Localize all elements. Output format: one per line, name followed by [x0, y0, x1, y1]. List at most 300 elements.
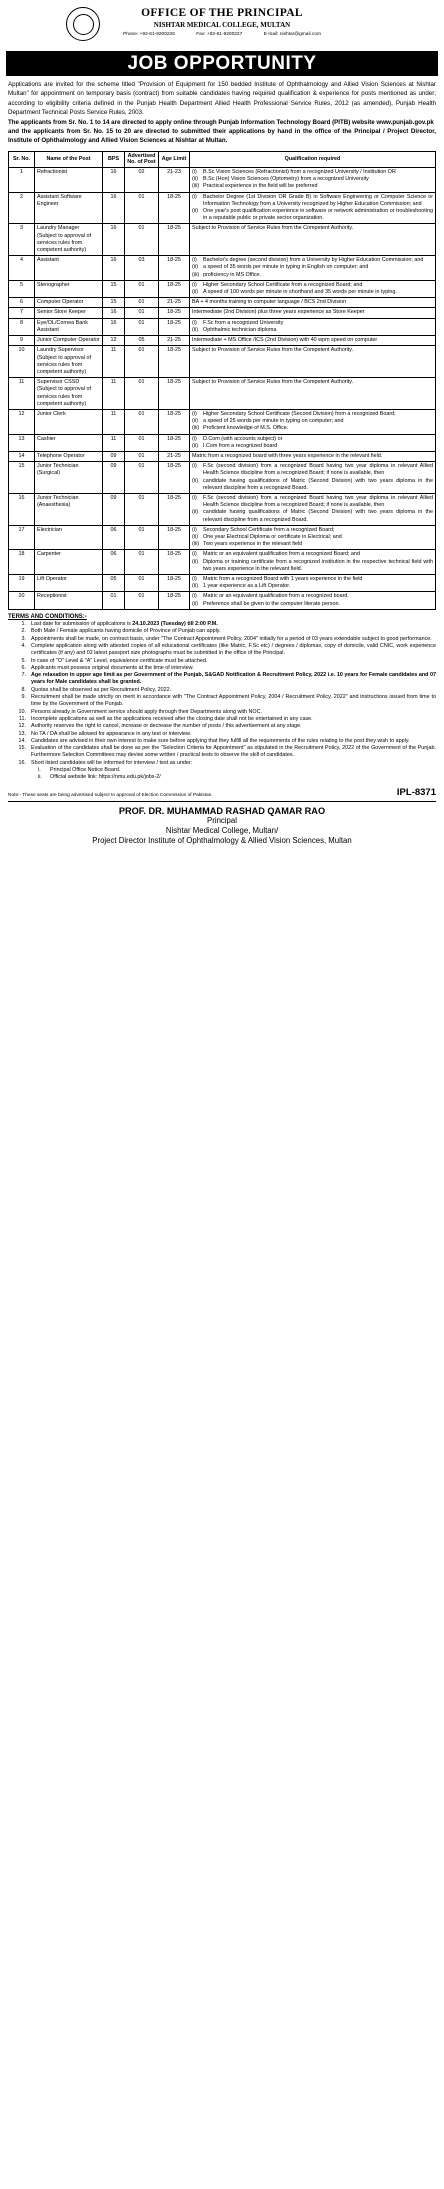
sr-cell: 7 — [9, 308, 35, 318]
divider — [8, 801, 436, 802]
post-count-cell: 01 — [125, 434, 159, 451]
college-logo-icon — [66, 7, 100, 41]
header-sr: Sr. No. — [9, 151, 35, 167]
term-text-bold: Age relaxation in upper age limit as per Government of the Punjab, S&GAD Notification & Recruitment Policy, 2022 i.e. 10 years for Female candidates and 07 years for Male candidates shall be granted. — [31, 672, 436, 686]
qualification-cell — [190, 434, 436, 451]
term-text — [31, 738, 436, 745]
qualification-item-number: (i) — [192, 319, 197, 326]
bps-cell: 05 — [103, 574, 125, 591]
post-name-cell: Junior Technician (Surgical) — [35, 462, 103, 494]
post-count-cell: 01 — [125, 298, 159, 308]
term-text-part: Short listed candidates will be informed for interview / test as under: — [31, 759, 193, 766]
age-limit-cell: 18-25 — [159, 462, 190, 494]
qualification-item-number: (i) — [192, 193, 197, 200]
terms-section — [8, 614, 436, 782]
qualification-item-text: Higher Secondary School Certificate (Second Division) from a recognized Board; — [203, 410, 396, 417]
qualification-item-text: Bachelor Degree (1st Division OR Grade B) in Software Engineering or Computer Science or Information Technology from a University recognized by Higher Education Commission; and — [203, 193, 433, 207]
age-limit-cell: 21-25 — [159, 451, 190, 461]
terms-list — [8, 621, 436, 767]
bps-cell: 16 — [103, 308, 125, 318]
qualification-item-number: (ii) — [192, 289, 198, 296]
age-limit-cell: 18-25 — [159, 525, 190, 550]
age-limit-cell: 18-25 — [159, 574, 190, 591]
term-text-part: Persons already in Government service should apply through their Departments along with NOC. — [31, 708, 263, 715]
notice-channels — [8, 767, 436, 782]
post-count-cell: 01 — [125, 346, 159, 378]
term-text — [31, 694, 436, 709]
term-item — [8, 760, 436, 767]
term-number: 14. — [18, 737, 26, 744]
qualification-item-text: Ophthalmic technician diploma — [203, 326, 277, 333]
posts-table — [8, 151, 436, 610]
post-name-cell: Supervisor CSSD (Subject to approval of services rules from competent authority) — [35, 378, 103, 410]
table-row — [9, 451, 436, 461]
age-limit-cell: 18-25 — [159, 346, 190, 378]
bps-cell: 16 — [103, 224, 125, 256]
qualification-item-number: (iii) — [192, 425, 200, 432]
term-item — [8, 716, 436, 723]
qualification-text: Subject to Provision of Service Rules from the Competent Authority. — [192, 225, 354, 232]
post-count-cell: 01 — [125, 308, 159, 318]
qualification-item-number: (iii) — [192, 541, 200, 548]
term-text — [31, 709, 436, 716]
qualification-text: Intermediate (2nd Division) plus three years experience as Store Keeper — [192, 309, 365, 316]
term-text — [31, 716, 436, 723]
qualification-item — [192, 327, 433, 334]
qualification-item-text: proficiency in MS Office. — [203, 271, 262, 278]
table-row — [9, 409, 436, 434]
term-text — [31, 687, 436, 694]
intro-text — [8, 80, 436, 146]
qualification-cell — [190, 336, 436, 346]
sr-cell: 1 — [9, 168, 35, 193]
qualification-item — [192, 463, 433, 477]
by-hand-apply-instruction: and the applicants from Sr. No. 15 to 20 are directed to submitted their applications by hand in the office of the Principal / Project Director, Institute of Ophthalmology and Allied Vision Sciences at Nishtar at Multan. — [8, 128, 436, 145]
term-number: 6. — [21, 664, 26, 671]
qualification-item — [192, 183, 433, 190]
qualification-item — [192, 551, 433, 558]
age-limit-cell: 18-25 — [159, 192, 190, 224]
notice-channel-number: ii. — [38, 774, 42, 781]
qualification-item-text: Preference shall be given to the computer literate person. — [203, 600, 340, 607]
qualification-item-text: Diploma or training certificate from a recognized institution in the respective technical field with two years experience in the relevant field. — [203, 558, 433, 572]
term-item — [8, 621, 436, 628]
term-number: 11. — [18, 715, 26, 722]
age-limit-cell: 18-25 — [159, 308, 190, 318]
header-advertised: Advertised No. of Post — [125, 151, 159, 167]
qualification-item — [192, 264, 433, 271]
bps-cell: 11 — [103, 434, 125, 451]
term-item — [8, 643, 436, 658]
notice-channel-number: i. — [38, 767, 41, 774]
bps-cell: 06 — [103, 550, 125, 575]
letterhead — [8, 7, 436, 51]
sr-cell: 20 — [9, 592, 35, 609]
qualification-item-text: One year's post qualification experience in software or network administration or troubleshooting in a reputable public or private sector organization. — [203, 208, 433, 222]
post-count-cell: 01 — [125, 592, 159, 609]
qualification-text: BA + 4 months training in computer language / BCS 2nd Division — [192, 299, 347, 306]
qualification-item-text: candidate having qualifications of Matric (Second Division) with two years diploma in the relevant discipline from a recognized Board. — [203, 509, 433, 523]
bps-cell: 01 — [103, 592, 125, 609]
qualification-cell — [190, 451, 436, 461]
term-number: 12. — [18, 723, 26, 730]
post-count-cell: 01 — [125, 462, 159, 494]
term-text — [31, 731, 436, 738]
qualification-item-text: B.Sc Vision Sciences (Refractionist) from a recognized University / Institution OR — [203, 169, 396, 176]
term-number: 3. — [21, 635, 26, 642]
qualification-item-number: (ii) — [192, 558, 198, 565]
qualification-item-text: Proficient knowledge of M.S. Office. — [203, 425, 289, 432]
sr-cell: 15 — [9, 462, 35, 494]
post-count-cell: 01 — [125, 409, 159, 434]
online-apply-instruction: The applicants from Sr. No. 1 to 14 are directed to apply online through Punjab Information Technology Board (PITB) website www.punjab.gov.pk — [8, 118, 434, 126]
qualification-item-text: a speed of 35 words per minute in typing in English on computer; and — [203, 264, 369, 271]
bps-cell: 16 — [103, 168, 125, 193]
qualification-item-number: (i) — [192, 410, 197, 417]
term-text-part: Candidates are advised in their own interest to make sure before applying that they fulfill all the requirements of the rules relating to the post they wish to apply. — [31, 737, 410, 744]
table-header-row — [9, 151, 436, 167]
qualification-cell — [190, 308, 436, 318]
qualification-item-number: (ii) — [192, 442, 198, 449]
term-number: 8. — [21, 686, 26, 693]
qualification-item-text: One year Electrical Diploma or certificate in Electrical; and — [203, 533, 342, 540]
sr-cell: 14 — [9, 451, 35, 461]
bps-cell: 06 — [103, 525, 125, 550]
table-row — [9, 168, 436, 193]
term-text-part: Appointments shall be made, on contract basis, under "The Contract Appointment Policy, 2004" initially for a period of 03 years extendable subject to good performance. — [31, 635, 432, 642]
term-text-part: Complete application along with attested copies of all educational certificates (like Matric, F.Sc etc) / degrees / diplomas, copy of domicile, valid CNIC, work experience certificates (if any) and 02 latest passport size photographs must be submitted in the office of the Principal. — [31, 642, 436, 657]
term-number: 10. — [18, 708, 26, 715]
qualification-item-number: (i) — [192, 435, 197, 442]
sr-cell: 9 — [9, 336, 35, 346]
age-limit-cell: 21-25 — [159, 336, 190, 346]
term-item — [8, 694, 436, 709]
qualification-item-text: I.Com from a recognized board — [203, 442, 278, 449]
election-note: Note:- These seats are being advertised subject to approval of Election Commission of Pakistan. — [8, 792, 213, 798]
age-limit-cell: 18-25 — [159, 378, 190, 410]
qualification-item-text: D.Com (with accounts subject) or — [203, 435, 283, 442]
term-text — [31, 628, 436, 635]
sr-cell: 4 — [9, 256, 35, 281]
office-title: OFFICE OF THE PRINCIPAL — [141, 7, 303, 19]
post-name-cell: Stenographer — [35, 280, 103, 297]
term-item — [8, 723, 436, 730]
bps-cell: 09 — [103, 462, 125, 494]
bps-cell: 09 — [103, 493, 125, 525]
qualification-item — [192, 443, 433, 450]
sr-cell: 17 — [9, 525, 35, 550]
table-row — [9, 308, 436, 318]
qualification-item-number: (i) — [192, 593, 197, 600]
term-text — [31, 723, 436, 730]
phone-number: Phone: +92-61-9200226 — [123, 32, 175, 37]
post-name-cell: Junior Computer Operator — [35, 336, 103, 346]
term-text — [31, 636, 436, 643]
signatory-title: Principal — [207, 815, 237, 825]
post-name-cell: Carpenter — [35, 550, 103, 575]
age-limit-cell: 18-25 — [159, 493, 190, 525]
qualification-item — [192, 282, 433, 289]
qualification-item — [192, 194, 433, 208]
notice-channel-text: Official website link: https://nmu.edu.pk/jobs-2/ — [50, 774, 161, 781]
term-text — [31, 658, 436, 665]
post-name-cell: Laundry Supervisor (Subject to approval of services rules from competent authority) — [35, 346, 103, 378]
sr-cell: 12 — [9, 409, 35, 434]
qualification-item — [192, 534, 433, 541]
table-row — [9, 298, 436, 308]
qualification-item — [192, 559, 433, 573]
qualification-item — [192, 478, 433, 492]
qualification-item-number: (ii) — [192, 600, 198, 607]
table-row — [9, 574, 436, 591]
qualification-item — [192, 583, 433, 590]
age-limit-cell: 18-25 — [159, 434, 190, 451]
post-name-cell: Computer Operator — [35, 298, 103, 308]
table-row — [9, 280, 436, 297]
bps-cell: 15 — [103, 298, 125, 308]
sr-cell: 2 — [9, 192, 35, 224]
qualification-item-number: (ii) — [192, 326, 198, 333]
qualification-item-number: (ii) — [192, 176, 198, 183]
qualification-item-number: (ii) — [192, 477, 198, 484]
notice-channel-item — [8, 774, 436, 781]
post-count-cell: 01 — [125, 574, 159, 591]
qualification-item-text: F.Sc (second division) from a recognized Board having two year diploma in relevant Allied Health Science discipline from a recognized Board; if none is available, then — [203, 494, 433, 509]
qualification-item — [192, 169, 433, 176]
term-item — [8, 628, 436, 635]
qualification-cell — [190, 550, 436, 575]
qualification-item-number: (ii) — [192, 509, 198, 516]
term-item — [8, 665, 436, 672]
qualification-item-text: F.Sc from a recognized University — [203, 319, 284, 326]
term-item — [8, 658, 436, 665]
term-number: 9. — [21, 694, 26, 701]
term-text-part: Both Male / Female applicants having domicile of Province of Punjab can apply. — [31, 628, 221, 635]
term-text-part: No TA / DA shall be allowed for appearance in any test or interview. — [31, 730, 192, 737]
qualification-item — [192, 576, 433, 583]
term-text — [31, 621, 436, 628]
term-text-bold: 24.10.2023 (Tuesday) till 2:00 P.M. — [132, 621, 218, 628]
college-name: NISHTAR MEDICAL COLLEGE, MULTAN — [153, 21, 291, 29]
header-bps: BPS — [103, 151, 125, 167]
table-row — [9, 256, 436, 281]
sr-cell: 10 — [9, 346, 35, 378]
post-count-cell: 01 — [125, 493, 159, 525]
qualification-item-text: Matric or an equivalent qualification from a recognized Board; and — [203, 551, 361, 558]
qualification-text: Subject to Provision of Service Rules from the Competent Authority. — [192, 347, 354, 354]
age-limit-cell: 18-25 — [159, 256, 190, 281]
table-row — [9, 462, 436, 494]
table-row — [9, 592, 436, 609]
term-number: 15. — [18, 745, 26, 752]
header-post: Name of the Post — [35, 151, 103, 167]
age-limit-cell: 21-25 — [159, 298, 190, 308]
post-count-cell: 01 — [125, 550, 159, 575]
sr-cell: 13 — [9, 434, 35, 451]
qualification-item — [192, 257, 433, 264]
table-row — [9, 346, 436, 378]
post-count-cell: 01 — [125, 280, 159, 297]
qualification-item-number: (i) — [192, 494, 197, 501]
qualification-cell — [190, 256, 436, 281]
qualification-cell — [190, 224, 436, 256]
qualification-text: Intermediate + MS Office /ICS (2nd Division) with 40 wpm speed on computer — [192, 337, 378, 344]
qualification-item — [192, 208, 433, 222]
footer-row — [8, 787, 436, 798]
post-name-cell: Senior Store Keeper — [35, 308, 103, 318]
qualification-cell — [190, 280, 436, 297]
post-name-cell: Junior Clerk — [35, 409, 103, 434]
table-row — [9, 378, 436, 410]
age-limit-cell: 18-25 — [159, 592, 190, 609]
term-item — [8, 672, 436, 687]
post-count-cell: 03 — [125, 256, 159, 281]
qualification-item-text: Practical experience in the field will be preferred — [203, 183, 318, 190]
post-name-cell: Assistant Software Engineer — [35, 192, 103, 224]
bps-cell: 12 — [103, 336, 125, 346]
term-text-part: Evaluation of the candidates shall be done as per the "Selection Criteria for Appointment" as stipulated in the Recruitment Policy, 2022 of the Government of the Punjab. Furthermore Selection Committees may devise some written / practical tests to observe the skill of candidates. — [31, 745, 436, 759]
intro-paragraph: Applications are invited for the scheme titled "Provision of Equipment for 150 bedded Institute of Ophthalmology and Allied Vision Sciences at Nishtar Multan" for appointment on temporary basis (contract) from suitable candidates having required qualification & experience for posts mentioned as under; according to eligibility criteria defined in the Punjab Health Department Allied Health Professional Service Rules, 2012 (as amended), Punjab Health Department Technical Posts Service Rules, 2003. — [8, 81, 436, 117]
qualification-item — [192, 436, 433, 443]
qualification-item-text: Matric from a recognized Board with 1 years experience in the field — [203, 575, 363, 582]
table-row — [9, 525, 436, 550]
qualification-item — [192, 593, 433, 600]
qualification-item — [192, 289, 433, 296]
term-number: 7. — [21, 672, 26, 679]
term-number: 4. — [21, 642, 26, 649]
qualification-item — [192, 527, 433, 534]
post-count-cell: 01 — [125, 318, 159, 335]
notice-channel-text: Principal Office Notice Board. — [50, 767, 121, 774]
qualification-item-text: Matric or an equivalent qualification from a recognized board. — [203, 593, 349, 600]
post-count-cell: 01 — [125, 192, 159, 224]
qualification-item-text: Two years experience in the relevant field — [203, 541, 303, 548]
term-item — [8, 731, 436, 738]
qualification-item — [192, 425, 433, 432]
header-age: Age Limit — [159, 151, 190, 167]
qualification-item — [192, 541, 433, 548]
notice-channel-item — [8, 767, 436, 774]
qualification-item-number: (i) — [192, 169, 197, 176]
table-row — [9, 336, 436, 346]
post-name-cell: Receptionist — [35, 592, 103, 609]
post-count-cell: 02 — [125, 168, 159, 193]
post-count-cell: 01 — [125, 451, 159, 461]
term-text-part: In case of "O" Level & "A" Level, equivalence certificate must be attached. — [31, 657, 208, 664]
post-name-cell: Telephone Operator — [35, 451, 103, 461]
sr-cell: 16 — [9, 493, 35, 525]
sr-cell: 5 — [9, 280, 35, 297]
qualification-item-number: (ii) — [192, 583, 198, 590]
qualification-cell — [190, 462, 436, 494]
sr-cell: 6 — [9, 298, 35, 308]
table-row — [9, 318, 436, 335]
bps-cell: 16 — [103, 256, 125, 281]
term-number: 16. — [18, 759, 26, 766]
post-count-cell: 05 — [125, 336, 159, 346]
sr-cell: 3 — [9, 224, 35, 256]
post-name-cell: Lift Operator — [35, 574, 103, 591]
qualification-item-number: (i) — [192, 551, 197, 558]
bps-cell: 09 — [103, 451, 125, 461]
qualification-item-number: (i) — [192, 281, 197, 288]
signatory-college: Nishtar Medical College, Multan/ — [165, 825, 279, 835]
post-name-cell: Electrician — [35, 525, 103, 550]
qualification-item-text: Secondary School Certificate from a recognized Board; — [203, 526, 335, 533]
bps-cell: 16 — [103, 318, 125, 335]
qualification-cell — [190, 298, 436, 308]
term-number: 13. — [18, 730, 26, 737]
bps-cell: 15 — [103, 280, 125, 297]
qualification-cell — [190, 493, 436, 525]
table-row — [9, 434, 436, 451]
age-limit-cell: 18-25 — [159, 550, 190, 575]
qualification-item-number: (i) — [192, 463, 197, 470]
sr-cell: 8 — [9, 318, 35, 335]
age-limit-cell: 18-25 — [159, 280, 190, 297]
signatory-project: Project Director Institute of Ophthalmology & Allied Vision Sciences, Multan — [92, 835, 352, 845]
term-text-part: Applicants must possess original documents at the time of interview. — [31, 664, 194, 671]
qualification-item-text: candidate having qualifications of Matric (Second Division) with two years diploma in the relevant discipline from a recognized Board. — [203, 477, 433, 491]
qualification-item — [192, 601, 433, 608]
sr-cell: 11 — [9, 378, 35, 410]
qualification-cell — [190, 318, 436, 335]
qualification-cell — [190, 409, 436, 434]
term-number: 1. — [21, 621, 26, 628]
term-text-part: Incomplete applications as well as the applications received after the closing date shall not be entertained in any case. — [31, 715, 313, 722]
bps-cell: 11 — [103, 346, 125, 378]
signature-block — [8, 806, 436, 846]
term-text — [31, 643, 436, 658]
qualification-item — [192, 411, 433, 418]
term-item — [8, 745, 436, 760]
term-text-part: Recruitment shall be made strictly on merit in accordance with "The Contract Appointment Policy, 2004 / Recruitment Policy, 2022" and instructions issued from time to time by the Government of the Punjab. — [31, 694, 436, 708]
qualification-item — [192, 418, 433, 425]
table-row — [9, 493, 436, 525]
post-count-cell: 01 — [125, 224, 159, 256]
term-item — [8, 709, 436, 716]
qualification-item-text: 1 year experience as a Lift Operator. — [203, 583, 291, 590]
qualification-text: Subject to Provision of Service Rules from the Competent Authority. — [192, 379, 354, 386]
post-name-cell: Junior Technician (Anaesthesia) — [35, 493, 103, 525]
qualification-item — [192, 272, 433, 279]
term-text — [31, 665, 436, 672]
post-name-cell: Assistant — [35, 256, 103, 281]
qualification-cell — [190, 525, 436, 550]
term-item — [8, 636, 436, 643]
post-name-cell: Laundry Manager (Subject to approval of services rules from competent authority) — [35, 224, 103, 256]
term-number: 2. — [21, 628, 26, 635]
bps-cell: 16 — [103, 192, 125, 224]
terms-title: TERMS AND CONDITIONS:- — [8, 613, 87, 620]
qualification-item — [192, 509, 433, 523]
signatory-name: PROF. DR. MUHAMMAD RASHAD QAMAR RAO — [118, 805, 326, 816]
qualification-item — [192, 176, 433, 183]
qualification-cell — [190, 346, 436, 378]
qualification-item-text: a speed of 25 words per minute in typing on computer; and — [203, 418, 344, 425]
bps-cell: 11 — [103, 409, 125, 434]
term-number: 5. — [21, 657, 26, 664]
qualification-item-text: Higher Secondary School Certificate from a recognized Board; and — [203, 281, 363, 288]
qualification-item-number: (ii) — [192, 418, 198, 425]
age-limit-cell: 18-25 — [159, 224, 190, 256]
post-name-cell: Eye/OL/Cornea Bank Assistant — [35, 318, 103, 335]
job-opportunity-banner: JOB OPPORTUNITY — [6, 51, 438, 76]
qualification-item — [192, 320, 433, 327]
sr-cell: 19 — [9, 574, 35, 591]
bps-cell: 11 — [103, 378, 125, 410]
term-text — [31, 760, 436, 767]
